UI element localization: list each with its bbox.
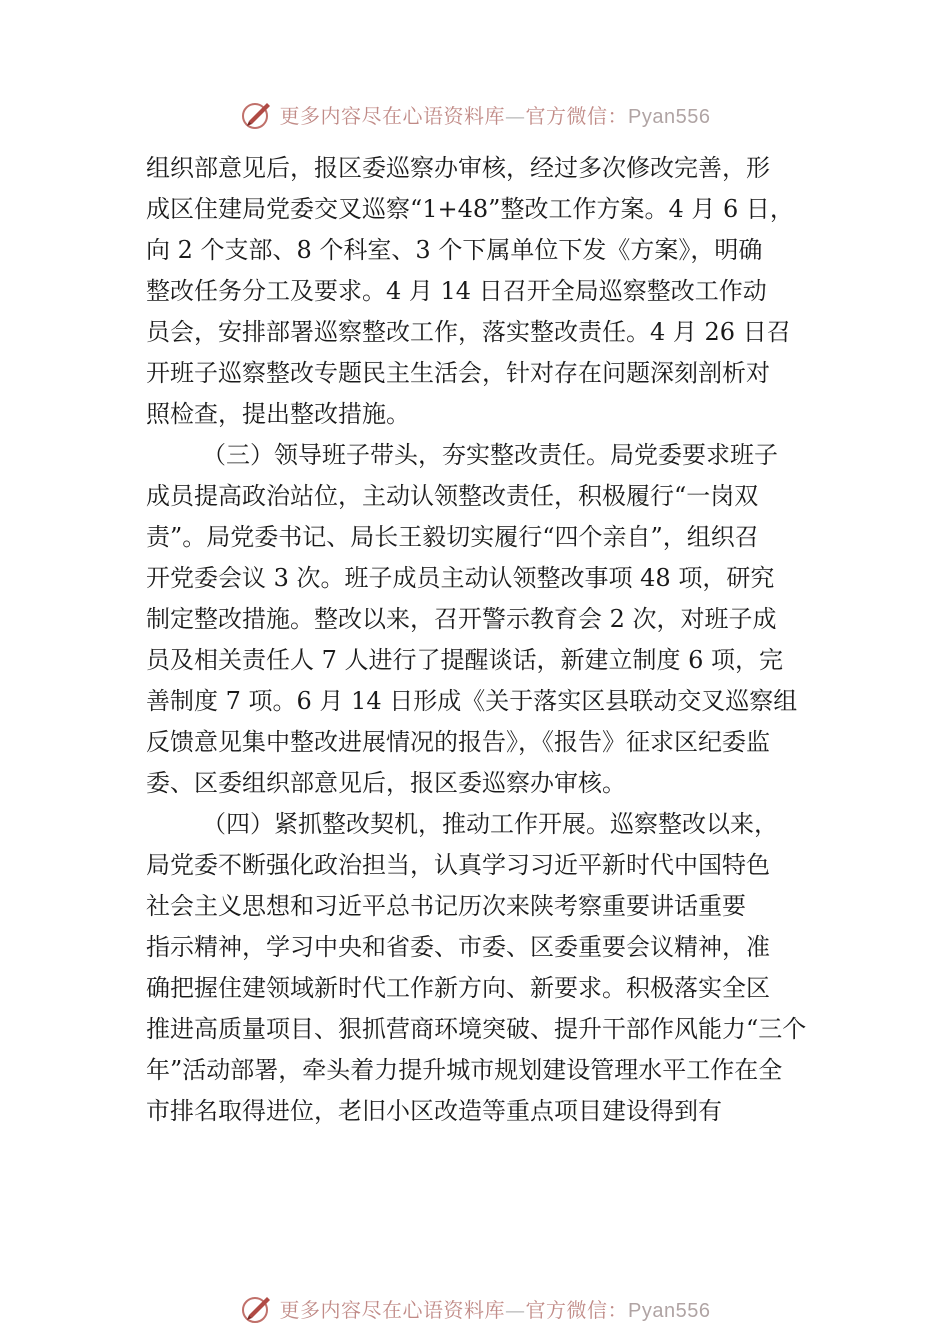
paragraph-line: 成区住建局党委交叉巡察“1+48”整改工作方案。4 月 6 日，	[146, 195, 794, 223]
paragraph-line: 组织部意见后，报区委巡察办审核，经过多次修改完善，形	[146, 154, 770, 182]
paragraph-line: 委、区委组织部意见后，报区委巡察办审核。	[146, 769, 626, 797]
banner-wechat-label: 官方微信：	[525, 103, 629, 128]
banner-brand: 更多内容尽在心语资料库	[279, 1297, 506, 1322]
document-body	[146, 148, 826, 1132]
paragraph-line: 责”。局党委书记、局长王毅切实履行“四个亲自”，组织召	[146, 523, 759, 551]
footer-banner-inner	[240, 1291, 711, 1325]
paragraph-line: 指示精神，学习中央和省委、市委、区委重要会议精神，准	[146, 933, 770, 961]
paragraph-line: 善制度 7 项。6 月 14 日形成《关于落实区县联动交叉巡察组	[146, 687, 798, 715]
banner-wechat-id: Pyan556	[628, 105, 711, 128]
paragraph-line: 开班子巡察整改专题民主生活会，针对存在问题深刻剖析对	[146, 359, 770, 387]
paragraph-line: 员会，安排部署巡察整改工作，落实整改责任。4 月 26 日召	[146, 318, 791, 346]
paragraph-line: 局党委不断强化政治担当，认真学习习近平新时代中国特色	[146, 851, 770, 879]
banner-wechat-label: 官方微信：	[525, 1297, 629, 1322]
paragraph-line: 向 2 个支部、8 个科室、3 个下属单位下发《方案》，明确	[146, 236, 763, 264]
paragraph-line: 市排名取得进位，老旧小区改造等重点项目建设得到有	[146, 1097, 722, 1125]
paragraph	[146, 804, 826, 1132]
pen-logo-icon	[240, 97, 274, 131]
footer-banner	[0, 1288, 950, 1328]
banner-text	[280, 100, 711, 129]
paragraph	[146, 148, 826, 435]
paragraph-line: 推进高质量项目、狠抓营商环境突破、提升干部作风能力“三个	[146, 1015, 807, 1043]
paragraph-line: 反馈意见集中整改进展情况的报告》，《报告》征求区纪委监	[146, 728, 770, 756]
paragraph-line: 照检查，提出整改措施。	[146, 400, 410, 428]
paragraph-line: 确把握住建领域新时代工作新方向、新要求。积极落实全区	[146, 974, 770, 1002]
banner-wechat-id: Pyan556	[628, 1299, 711, 1322]
banner-separator: —	[505, 1297, 526, 1322]
paragraph-line: 开党委会议 3 次。班子成员主动认领整改事项 48 项，研究	[146, 564, 775, 592]
header-banner	[0, 94, 950, 134]
paragraph-line: （四）紧抓整改契机，推动工作开展。巡察整改以来，	[202, 810, 778, 838]
paragraph-line: 年”活动部署，牵头着力提升城市规划建设管理水平工作在全	[146, 1056, 783, 1084]
banner-separator: —	[505, 103, 526, 128]
pen-logo-icon	[240, 1291, 274, 1325]
banner-text	[280, 1294, 711, 1323]
paragraph-line: 制定整改措施。整改以来，召开警示教育会 2 次，对班子成	[146, 605, 777, 633]
paragraph-line: 社会主义思想和习近平总书记历次来陕考察重要讲话重要	[146, 892, 746, 920]
paragraph	[146, 435, 826, 804]
paragraph-line: （三）领导班子带头，夯实整改责任。局党委要求班子	[202, 441, 778, 469]
paragraph-line: 整改任务分工及要求。4 月 14 日召开全局巡察整改工作动	[146, 277, 767, 305]
header-banner-inner	[240, 97, 711, 131]
paragraph-line: 员及相关责任人 7 人进行了提醒谈话，新建立制度 6 项，完	[146, 646, 784, 674]
banner-brand: 更多内容尽在心语资料库	[279, 103, 506, 128]
paragraph-line: 成员提高政治站位，主动认领整改责任，积极履行“一岗双	[146, 482, 759, 510]
